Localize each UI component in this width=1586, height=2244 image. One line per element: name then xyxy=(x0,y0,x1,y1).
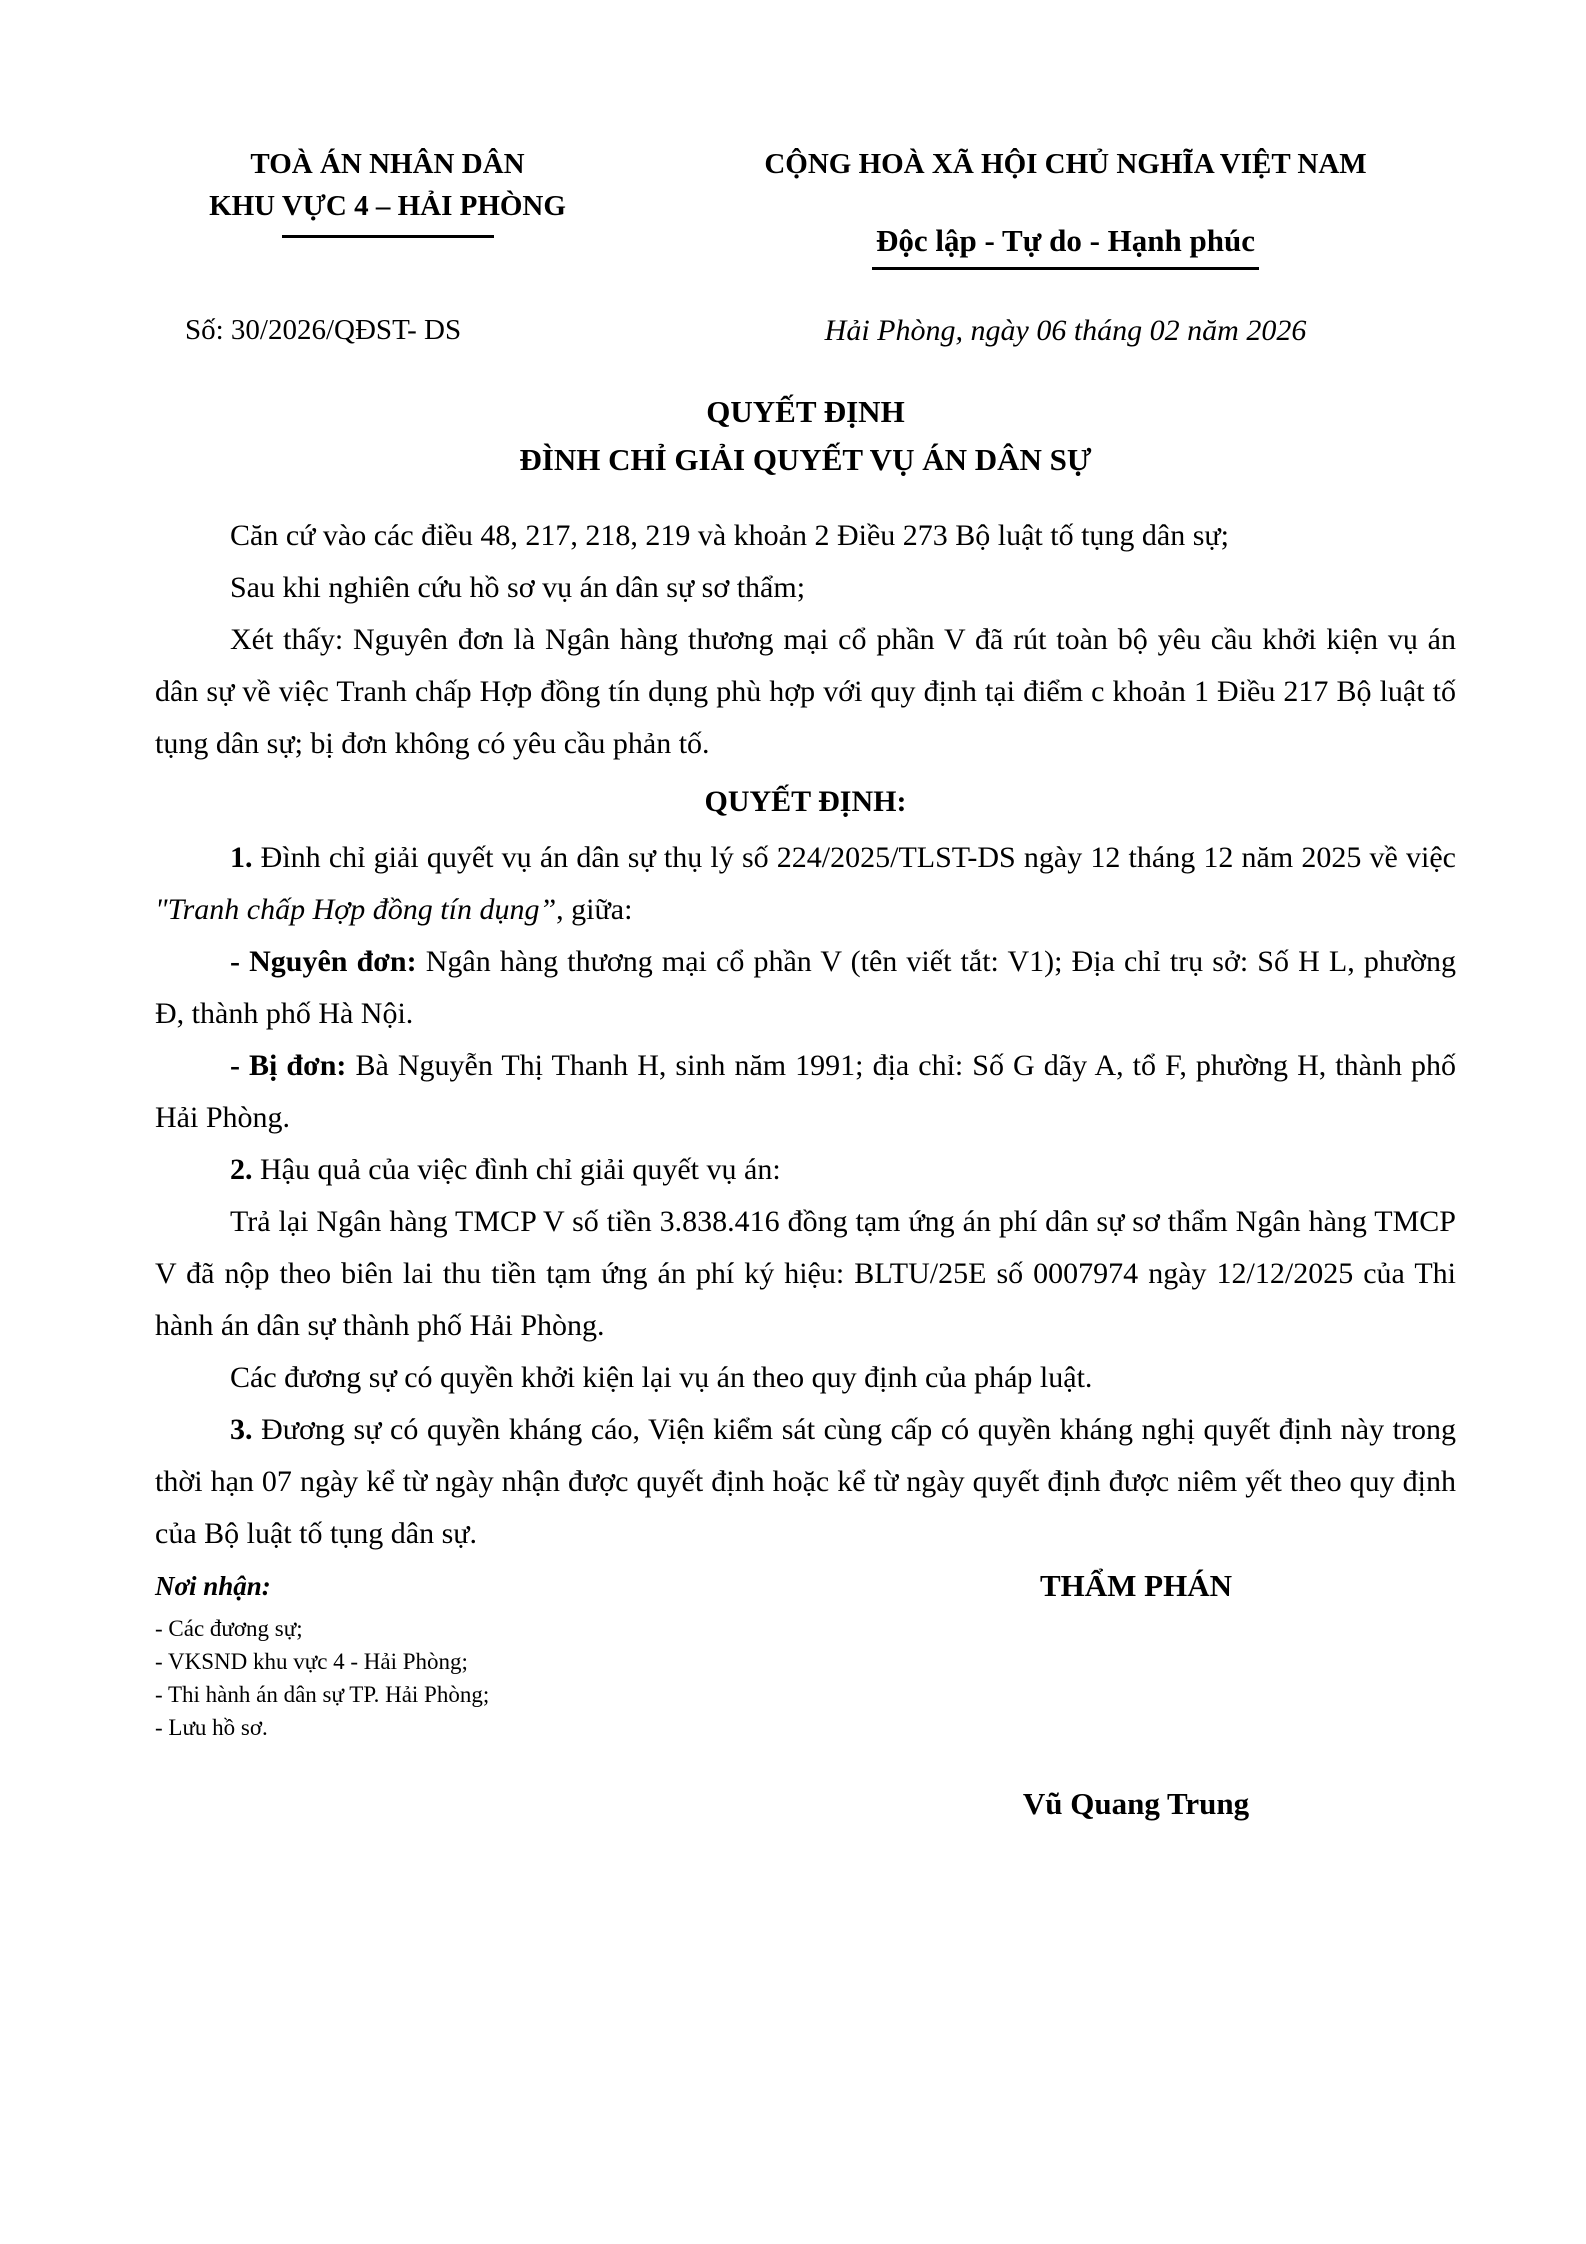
recipient-item: - Thi hành án dân sự TP. Hải Phòng; xyxy=(155,1682,490,1707)
decision-item-2 xyxy=(155,1144,1456,1196)
court-name-line1: TOÀ ÁN NHÂN DÂN xyxy=(250,148,525,180)
decision-item-1-text: Đình chỉ giải quyết vụ án dân sự thụ lý số 224/2025/TLST-DS ngày 12 tháng 12 năm 2025 về việc xyxy=(252,841,1456,874)
signature-block xyxy=(901,1560,1371,1830)
reference-row xyxy=(155,314,1456,348)
judge-title: THẨM PHÁN xyxy=(1039,1568,1232,1603)
defendant-paragraph xyxy=(155,1040,1456,1144)
national-header-block xyxy=(675,143,1456,270)
decision-heading: QUYẾT ĐỊNH: xyxy=(704,785,907,818)
document-header xyxy=(155,143,1456,270)
case-subject-quote: "Tranh chấp Hợp đồng tín dụng” xyxy=(155,893,557,926)
judge-name: Vũ Quang Trung xyxy=(1022,1786,1250,1821)
preamble-paragraph-1: Căn cứ vào các điều 48, 217, 218, 219 và khoản 2 Điều 273 Bộ luật tố tụng dân sự; xyxy=(230,519,1230,552)
plaintiff-paragraph xyxy=(155,936,1456,1040)
document-body xyxy=(155,510,1456,1560)
document-footer xyxy=(155,1560,1456,1830)
decision-item-2-text: Hậu quả của việc đình chỉ giải quyết vụ án: xyxy=(252,1153,781,1186)
defendant-text: Bà Nguyễn Thị Thanh H, sinh năm 1991; địa chỉ: Số G dãy A, tổ F, phường H, thành phố Hải Phòng. xyxy=(155,1049,1456,1134)
court-name-line2: KHU VỰC 4 – HẢI PHÒNG xyxy=(209,190,566,222)
recipient-item: - VKSND khu vực 4 - Hải Phòng; xyxy=(155,1649,468,1674)
decision-item-1-number: 1. xyxy=(230,841,253,874)
decision-item-1-tail: , giữa: xyxy=(556,893,633,926)
decision-item-1 xyxy=(155,832,1456,936)
court-name-underline xyxy=(282,235,494,238)
recipients-label: Nơi nhận: xyxy=(155,1571,271,1601)
plaintiff-text: Ngân hàng thương mại cổ phần V (tên viết tắt: V1); Địa chỉ trụ sở: Số H L, phường Đ, thành phố Hà Nội. xyxy=(155,945,1457,1030)
decision-item-3-text: Đương sự có quyền kháng cáo, Viện kiểm sát cùng cấp có quyền kháng nghị quyết định này trong thời hạn 07 ngày kể từ ngày nhận được quyết định hoặc kể từ ngày quyết định được niêm yết theo quy định của Bộ luật tố tụng dân sự. xyxy=(155,1413,1456,1550)
plaintiff-label: - Nguyên đơn: xyxy=(230,945,417,978)
decision-item-2-number: 2. xyxy=(230,1153,253,1186)
recipients-block xyxy=(155,1560,901,1830)
recipient-item: - Lưu hồ sơ. xyxy=(155,1715,268,1740)
title-line2: ĐÌNH CHỈ GIẢI QUYẾT VỤ ÁN DÂN SỰ xyxy=(519,442,1092,477)
national-title: CỘNG HOÀ XÃ HỘI CHỦ NGHĨA VIỆT NAM xyxy=(764,148,1367,180)
place-date-line: Hải Phòng, ngày 06 tháng 02 năm 2026 xyxy=(824,314,1307,347)
refund-paragraph: Trả lại Ngân hàng TMCP V số tiền 3.838.416 đồng tạm ứng án phí dân sự sơ thẩm Ngân hàng TMCP V đã nộp theo biên lai thu tiền tạm ứng án phí ký hiệu: BLTU/25E số 0007974 ngày 12/12/2025 của Thi hành án dân sự thành phố Hải Phòng. xyxy=(155,1205,1456,1342)
preamble-paragraph-2: Sau khi nghiên cứu hồ sơ vụ án dân sự sơ thẩm; xyxy=(230,571,806,604)
preamble-paragraph-3: Xét thấy: Nguyên đơn là Ngân hàng thương mại cổ phần V đã rút toàn bộ yêu cầu khởi kiện vụ án dân sự về việc Tranh chấp Hợp đồng tín dụng phù hợp với quy định tại điểm c khoản 1 Điều 217 Bộ luật tố tụng dân sự; bị đơn không có yêu cầu phản tố. xyxy=(155,623,1456,760)
decision-item-3-number: 3. xyxy=(230,1413,253,1446)
decision-item-3 xyxy=(155,1404,1456,1560)
title-line1: QUYẾT ĐỊNH xyxy=(706,394,905,429)
court-name-block xyxy=(155,143,620,238)
defendant-label: - Bị đơn: xyxy=(230,1049,347,1082)
document-number: Số: 30/2026/QĐST- DS xyxy=(185,314,462,346)
document-title xyxy=(155,388,1456,484)
relitigate-paragraph: Các đương sự có quyền khởi kiện lại vụ án theo quy định của pháp luật. xyxy=(230,1361,1093,1394)
national-motto: Độc lập - Tự do - Hạnh phúc xyxy=(872,221,1259,270)
recipient-item: - Các đương sự; xyxy=(155,1616,303,1641)
